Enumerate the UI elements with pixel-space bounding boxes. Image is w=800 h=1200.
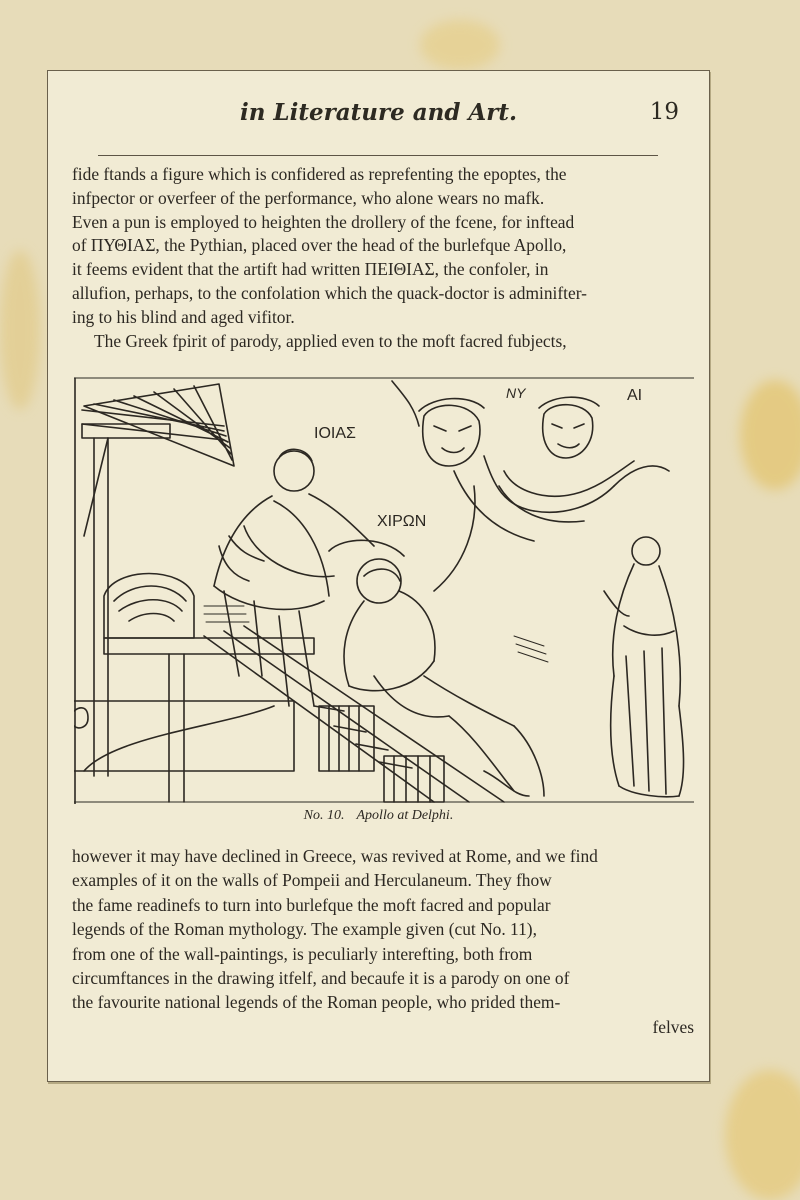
text-line: from one of the wall-paintings, is peculiarly interefting, both from xyxy=(72,943,533,964)
paper-stain xyxy=(740,380,800,490)
figure-label-top-right: AI xyxy=(627,387,643,404)
paragraph-2 xyxy=(72,844,694,1039)
caption-title: Apollo at Delphi. xyxy=(356,808,454,823)
catchword: felves xyxy=(652,1016,694,1037)
running-title: in Literature and Art. xyxy=(239,99,518,126)
figure-label-left: IOIAΣ xyxy=(314,425,356,442)
text-line: the fame readinefs to turn into burlefque the moft facred and popular xyxy=(72,894,551,915)
paper-stain xyxy=(725,1070,800,1200)
last-line xyxy=(72,1015,694,1039)
paragraph-1 xyxy=(72,163,694,353)
text-line: legends of the Roman mythology. The example given (cut No. 11), xyxy=(72,919,537,940)
text-line: however it may have declined in Greece, was revived at Rome, and we find xyxy=(72,846,598,866)
header-rule xyxy=(98,155,658,156)
text-line: fide ftands a figure which is confidered as reprefenting the epoptes, the xyxy=(72,164,567,184)
text-line: it feems evident that the artift had written ΠΕΙΘΙΑΣ, the confoler, in xyxy=(72,259,549,280)
book-page xyxy=(47,70,710,1082)
text-line: the favourite national legends of the Roman people, who prided them- xyxy=(72,992,561,1013)
text-line: circumftances in the drawing itfelf, and becaufe it is a parody on one of xyxy=(72,968,570,989)
page-number: 19 xyxy=(649,99,679,125)
figure-caption xyxy=(48,808,709,824)
caption-number: No. 10. xyxy=(303,808,345,823)
engraving-apollo-at-delphi xyxy=(74,376,694,804)
figure-label-middle: XIPΩN xyxy=(377,513,427,530)
text-line: of ΠΥΘΙΑΣ, the Pythian, placed over the head of the burlefque Apollo, xyxy=(72,235,567,256)
text-line: infpector or overfeer of the performance, who alone wears no mafk. xyxy=(72,187,545,208)
paper-stain xyxy=(0,250,40,410)
figure-label-top-center: NY xyxy=(506,385,526,401)
text-line: examples of it on the walls of Pompeii and Herculaneum. They fhow xyxy=(72,870,552,891)
text-line: allufion, perhaps, to the confolation which the quack-doctor is adminifter- xyxy=(72,282,587,303)
text-line: Even a pun is employed to heighten the drollery of the fcene, for inftead xyxy=(72,211,575,232)
text-line: ing to his blind and aged vifitor. xyxy=(72,306,295,327)
paper-stain xyxy=(420,20,500,70)
text-line: The Greek fpirit of parody, applied even to the moft facred fubjects, xyxy=(94,330,567,351)
page-header xyxy=(48,99,709,139)
